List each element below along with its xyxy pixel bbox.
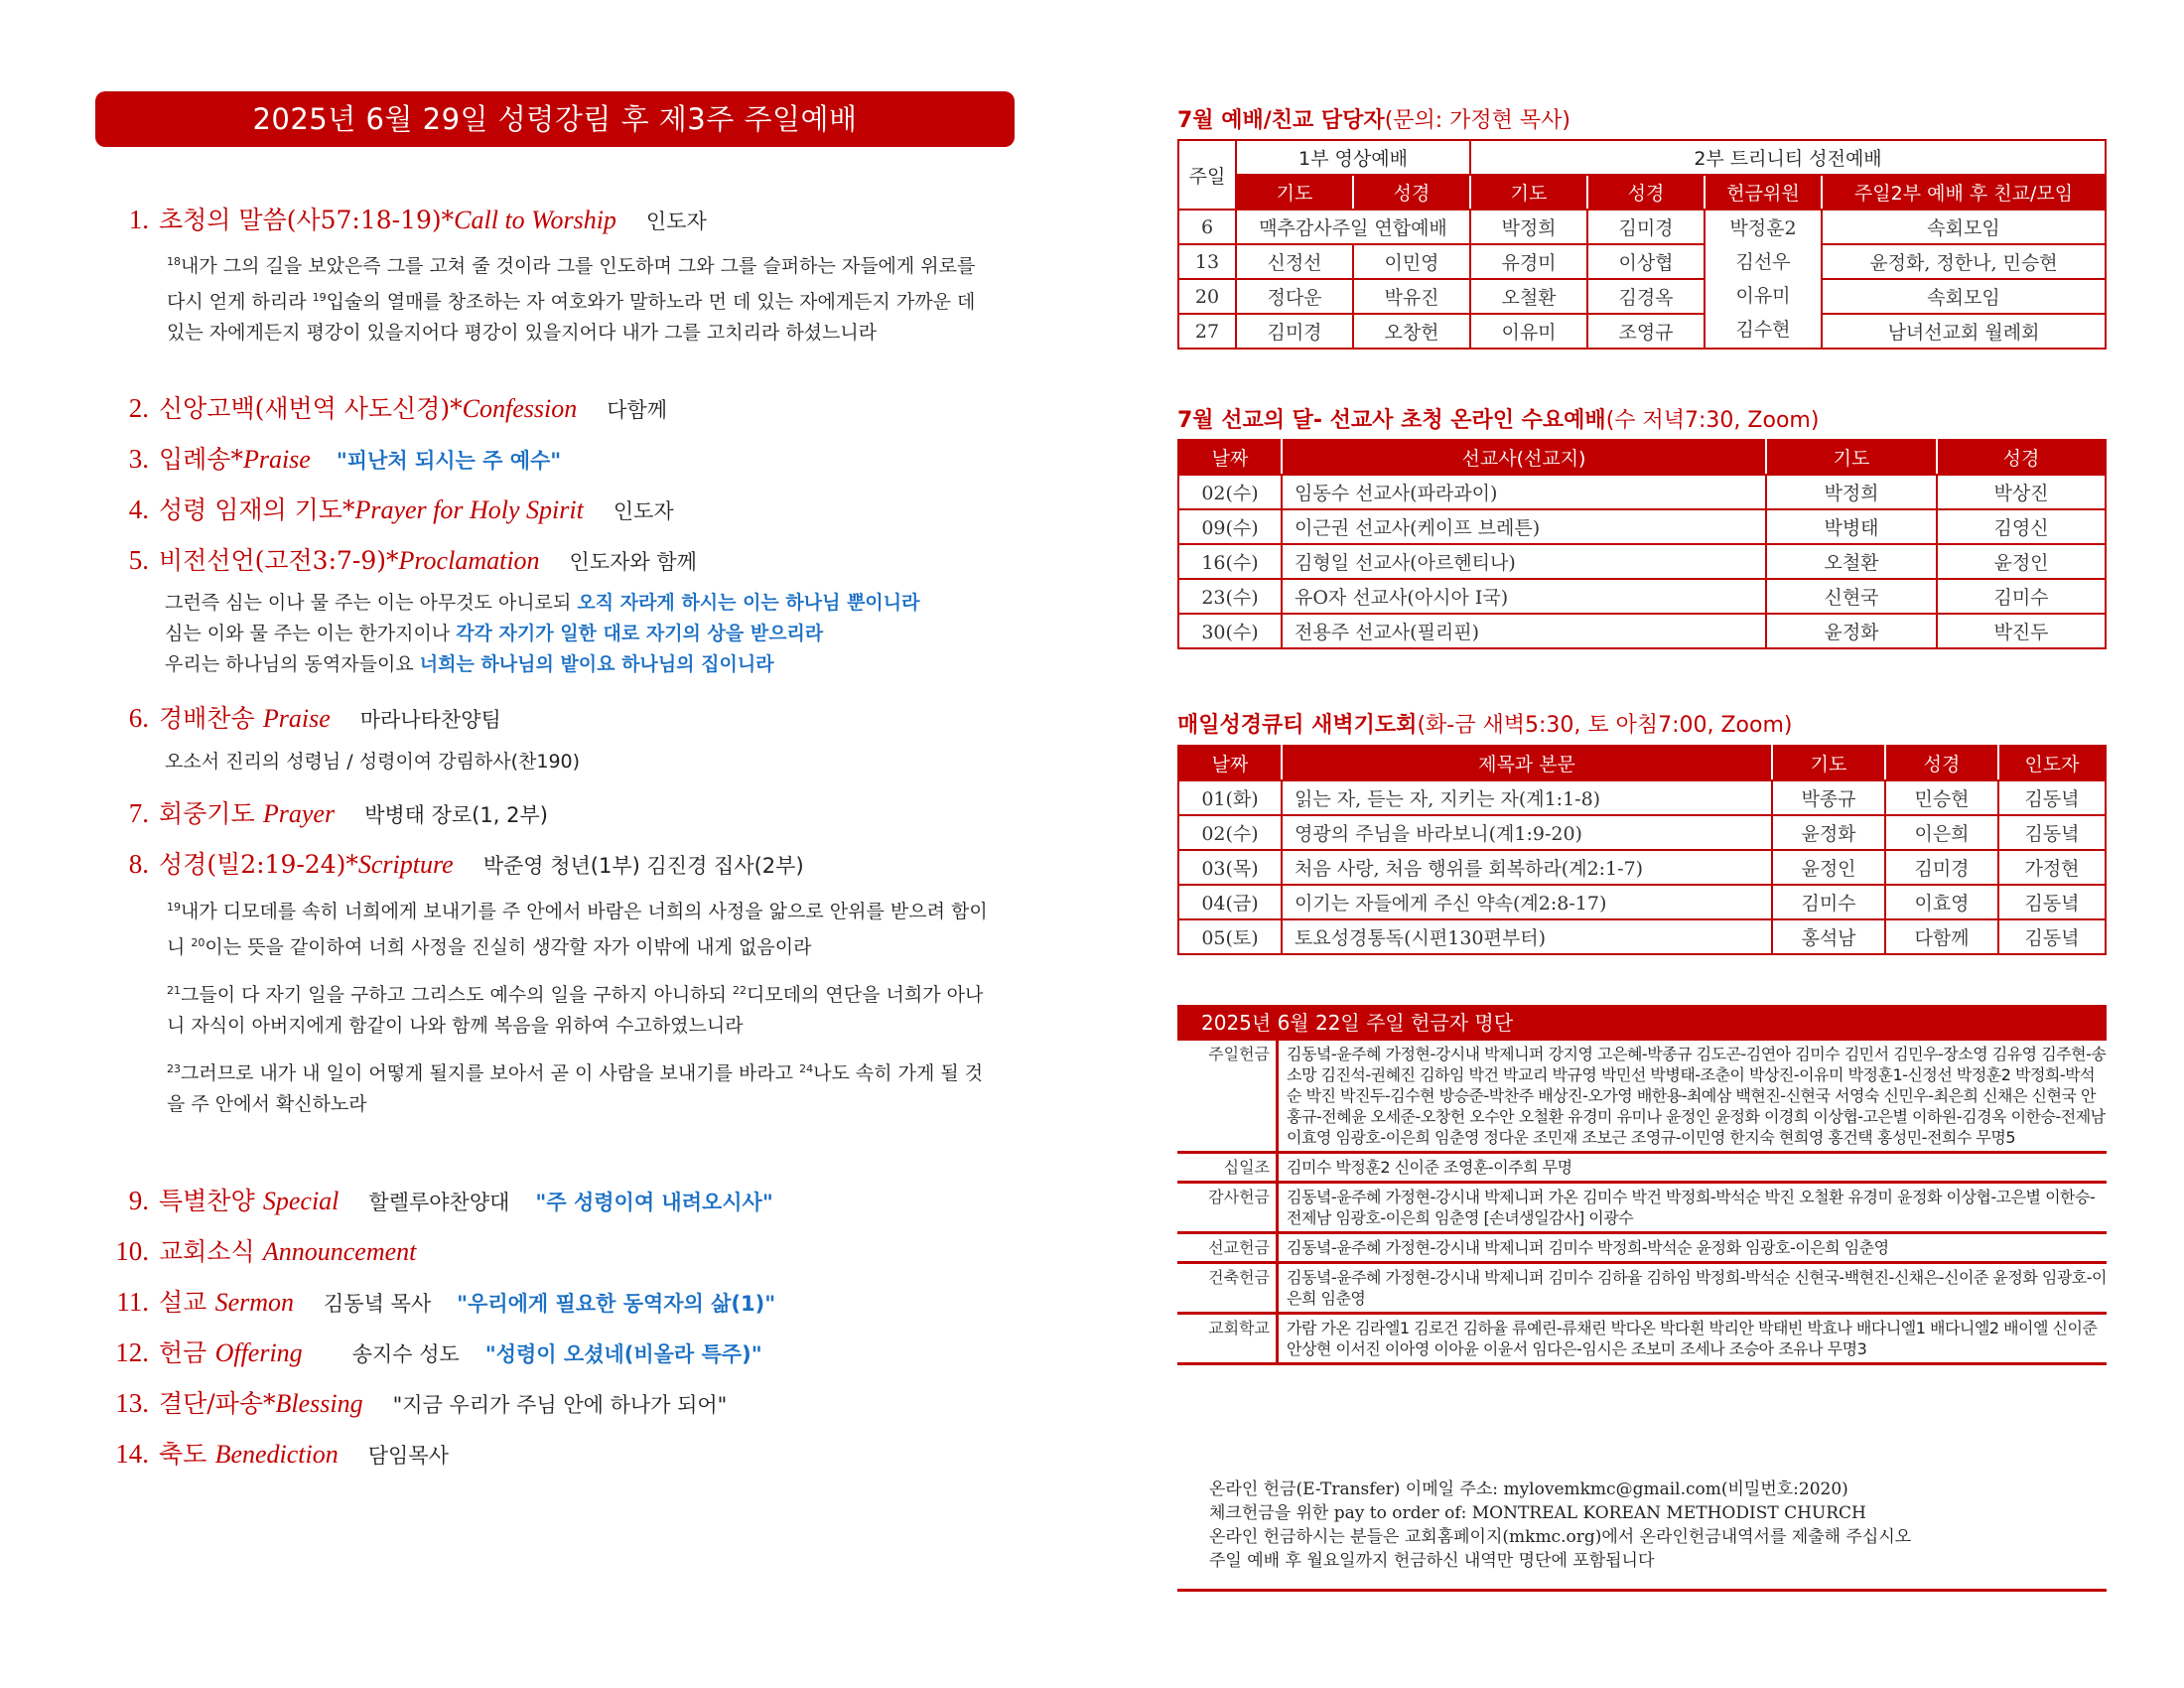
table-row: 09(수) 이근권 선교사(케이프 브레튼) 박병태 김영신 (1178, 509, 2106, 544)
mission-title: 7월 선교의 달- 선교사 초청 온라인 수요예배(수 저녁7:30, Zoom) (1177, 408, 1820, 433)
proclamation-text: 그런즉 심는 이나 물 주는 이는 아무것도 아니로되 오직 자라게 하시는 이는 하나님 뿐이니라 심는 이와 물 주는 이는 한가지이나 각각 자기가 일한 대로 자기의 상을 받으리라 우리는 하나님의 동역자들이요 너희는 하나님의 밭이요 하나님의 집이니라 (165, 592, 920, 675)
table-row: 6 맥추감사주일 연합예배 박정희 김미경 박정훈2 김선우 이유미 김수현 속회모임 (1178, 210, 2106, 244)
offering-list (1177, 1005, 2107, 1365)
table-row: 05(토) 토요성경통독(시편130편부터) 홍석남 다함께 김동녘 (1178, 919, 2106, 954)
table-row: 30(수) 전용주 선교사(필리핀) 윤정화 박진두 (1178, 614, 2106, 648)
worship-item-14: 14. 축도 Benediction 담임목사 (115, 1439, 449, 1469)
offering-row-mission: 선교헌금 김동녘-윤주혜 가정현-강시내 박제니퍼 김미수 박정희-박석순 윤정화 임광호-이은희 임춘영 (1177, 1234, 2107, 1264)
table-row: 03(목) 처음 사랑, 처음 행위를 회복하라(계2:1-7) 윤정인 김미경 가정현 (1178, 850, 2106, 885)
table-row: 04(금) 이기는 자들에게 주신 약속(계2:8-17) 김미수 이효영 김동녘 (1178, 885, 2106, 919)
offering-committee-cell: 박정훈2 김선우 이유미 김수현 (1705, 210, 1822, 349)
worship-item-8: 8. 성경(빌2:19-24)*Scripture 박준영 청년(1부) 김진경 집사(2부) (128, 849, 804, 879)
july-duty-title: 7월 예배/친교 담당자(문의: 가정현 목사) (1177, 108, 1571, 133)
worship-item-10: 10. 교회소식 Announcement (115, 1236, 417, 1266)
worship-item-9: 9. 특별찬양 Special 할렐루야찬양대 "주 성령이여 내려오시사" (128, 1186, 773, 1215)
worship-item-2: 2. 신앙고백(새번역 사도신경)*Confession 다함께 (128, 393, 668, 423)
page-title: 2025년 6월 29일 성령강림 후 제3주 주일예배 (95, 91, 1015, 147)
table-row: 13 신정선 이민영 유경미 이상협 윤정화, 정한나, 민승현 (1178, 244, 2106, 279)
praise-hymns: 오소서 진리의 성령님 / 성령이여 강림하사(찬190) (165, 751, 581, 773)
worship-item-5: 5. 비전선언(고전3:7-9)*Proclamation 인도자와 함께 (128, 545, 697, 575)
worship-item-3: 3. 입례송*Praise "피난처 되시는 주 예수" (128, 444, 562, 474)
offering-row-church-school: 교회학교 가람 가온 김라엘1 김로건 김하율 류예린-류채린 박다온 박다흰 박리안 박태빈 박효나 배다니엘1 배다니엘2 배이엘 신이준 안상현 이서진 이아영 이아윤 이윤서 임다은-임시은 조보미 조세나 조승아 조유나 무명3 (1177, 1315, 2107, 1365)
table-row: 16(수) 김형일 선교사(아르헨티나) 오철환 윤정인 (1178, 544, 2106, 579)
dawn-prayer-table: 날짜 제목과 본문 기도 성경 인도자 01(화) 읽는 자, 듣는 자, 지키는 자(계1:1-8) 박종규 민승현 김동녘 02(수) 영광의 주님을 바라보니(계1:9-20) 윤정화 이은희 김동녘 03(목) 처음 사랑, 처음 행위를 회복하라(계2:1-7) 윤정인 김미경 가정현 04(금) 이기는 자들에게 주신 약속(계2:8-17) 김미수 이효영 김동녘 05(토) 토요성경통독(시편130편부터) 홍석남 다함께 김동녘 (1177, 745, 2107, 955)
offering-row-thanks: 감사헌금 김동녘-윤주혜 가정현-강시내 박제니퍼 가온 김미수 박건 박정희-박석순 박진 오철환 유경미 윤정화 이상협-고은별 이한승-전제남 임광호-이은희 임춘영 [손녀생일감사] 이광수 (1177, 1184, 2107, 1234)
worship-item-7: 7. 회중기도 Prayer 박병태 장로(1, 2부) (128, 798, 548, 828)
table-row: 23(수) 유O자 선교사(아시아 I국) 신현국 김미수 (1178, 579, 2106, 614)
worship-item-6: 6. 경배찬송 Praise 마라나타찬양팀 (128, 703, 501, 733)
july-duty-table: 주일 1부 영상예배 2부 트리니티 성전예배 기도 성경 기도 성경 헌금위원 주일2부 예배 후 친교/모임 6 맥추감사주일 연합예배 박정희 김미경 박정훈2 김선우 이유미 김수현 속회모임 13 신정선 이민영 유경미 이상협 윤정화, 정한나, 민승현 20 정다운 박유진 오철환 김경옥 속회모임 27 김미경 오창헌 이유미 조영규 남녀선교회 월례회 (1177, 139, 2107, 350)
call-to-worship-verse: $^{18}$내가 그의 길을 보았은즉 그를 고쳐 줄 것이라 그를 인도하며 그와 그를 슬퍼하는 자들에게 위로를 다시 얻게 하리라 $^{19}$입술의 열매를 창조하는 자 여호와가 말하노라 먼 데 있는 자에게든지 가까운 데 있는 자에게든지 평강이 있을지어다 평강이 있을지어다 내가 그를 고치리라 하셨느니라 (167, 255, 976, 344)
offering-row-building: 건축헌금 김동녘-윤주혜 가정현-강시내 박제니퍼 김미수 김하율 김하임 박정희-박석순 신현국-백현진-신채은-신이준 윤정화 임광호-이은희 임춘영 (1177, 1264, 2107, 1315)
offering-notes: 온라인 헌금(E-Transfer) 이메일 주소: mylovemkmc@gmail.com(비밀번호:2020) 체크헌금을 위한 pay to order of: MONTREAL KOREAN METHODIST CHURCH 온라인 헌금하시는 분들은 교회홈페이지(mkmc.org)에서 온라인헌금내역서를 제출해 주십시오 주일 예배 후 월요일까지 헌금하신 내역만 명단에 포함됩니다 (1209, 1479, 1912, 1571)
worship-item-4: 4. 성령 임재의 기도*Prayer for Holy Spirit 인도자 (128, 494, 674, 524)
table-row: 02(수) 임동수 선교사(파라과이) 박정희 박상진 (1178, 475, 2106, 509)
scripture-text: $^{19}$내가 디모데를 속히 너희에게 보내기를 주 안에서 바람은 너희의 사정을 앎으로 안위를 받으려 함이니 $^{20}$이는 뜻을 같이하여 너희 사정을 진실히 생각할 자가 이밖에 내게 없음이라 $^{21}$그들이 다 자기 일을 구하고 그리스도 예수의 일을 구하지 아니하되 $^{22}$디모데의 연단을 너희가 아나니 자식이 아버지에게 함같이 나와 함께 복음을 위하여 수고하였느니라 $^{23}$그러므로 내가 내 일이 어떻게 될지를 보아서 곧 이 사람을 보내기를 바라고 $^{24}$나도 속히 가게 될 것을 주 안에서 확신하노라 (167, 901, 988, 1115)
offering-row-tithe: 십일조 김미수 박정훈2 신이준 조영훈-이주희 무명 (1177, 1154, 2107, 1184)
table-row: 01(화) 읽는 자, 듣는 자, 지키는 자(계1:1-8) 박종규 민승현 김동녘 (1178, 780, 2106, 815)
mission-table: 날짜 선교사(선교지) 기도 성경 02(수) 임동수 선교사(파라과이) 박정희 박상진 09(수) 이근권 선교사(케이프 브레튼) 박병태 김영신 16(수) 김형일 선교사(아르헨티나) 오철환 윤정인 23(수) 유O자 선교사(아시아 I국) 신현국 김미수 30(수) 전용주 선교사(필리핀) 윤정화 박진두 (1177, 439, 2107, 649)
divider (1177, 1589, 2107, 1592)
worship-item-12: 12. 헌금 Offering 송지수 성도 "성령이 오셨네(비올라 특주)" (115, 1337, 762, 1367)
worship-item-11: 11. 설교 Sermon 김동녘 목사 "우리에게 필요한 동역자의 삶(1)" (116, 1287, 776, 1317)
dawn-prayer-title: 매일성경큐티 새벽기도회(화-금 새벽5:30, 토 아침7:00, Zoom) (1177, 713, 1793, 738)
table-row: 27 김미경 오창헌 이유미 조영규 남녀선교회 월례회 (1178, 314, 2106, 349)
worship-item-1: 1. 초청의 말씀(사57:18-19)*Call to Worship 인도자 (128, 205, 707, 234)
offering-list-title: 2025년 6월 22일 주일 헌금자 명단 (1177, 1005, 2107, 1041)
table-row: 20 정다운 박유진 오철환 김경옥 속회모임 (1178, 279, 2106, 314)
worship-item-13: 13. 결단/파송*Blessing "지금 우리가 주님 안에 하나가 되어" (115, 1388, 728, 1418)
offering-row-sunday: 주일헌금 김동녘-윤주혜 가정현-강시내 박제니퍼 강지영 고은혜-박종규 김도곤-김연아 김미수 김민서 김민우-장소영 김유영 김주현-송소망 김진석-권혜진 김하임 박건 박교리 박규영 박민선 박병태-조춘이 박상진-이유미 박정훈1-신정선 박정훈2 박정희-박석순 박진 박진두-김수현 방승준-박찬주 배상진-오가영 배한용-최예삼 백현진-신현국 서영숙 신민우-최은희 신채은 신현국 안홍규-전혜윤 오세준-오창헌 오수안 오철환 유경미 유미나 윤정인 윤정화 이경희 이상협-고은별 이하원-김경옥 이한승-전제남 이효영 임광호-이은희 임춘영 정다운 조민재 조보근 조영규-이민영 한지숙 현희영 홍건택 홍성민-전희수 무명5 (1177, 1041, 2107, 1154)
table-row: 02(수) 영광의 주님을 바라보니(계1:9-20) 윤정화 이은희 김동녘 (1178, 815, 2106, 850)
